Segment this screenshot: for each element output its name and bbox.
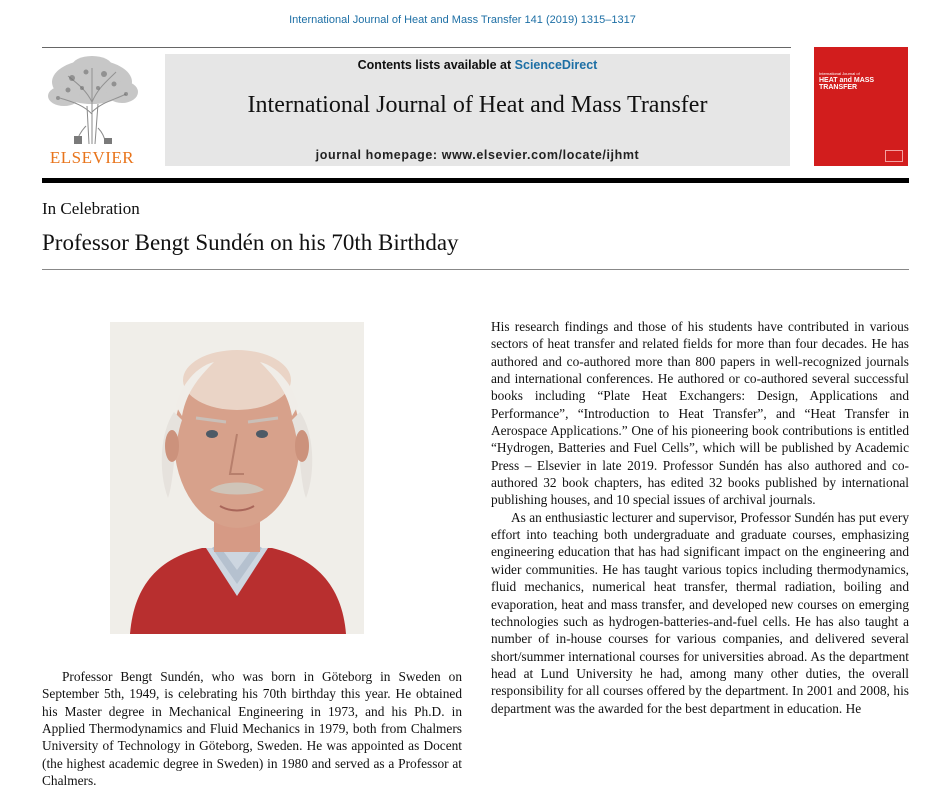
sciencedirect-link[interactable]: ScienceDirect xyxy=(514,58,598,72)
cover-title-line2: TRANSFER xyxy=(819,84,858,91)
contents-prefix: Contents lists available at xyxy=(357,58,512,72)
elsevier-tree-icon xyxy=(42,54,142,146)
left-column-text xyxy=(42,668,462,789)
journal-homepage-link[interactable]: journal homepage: www.elsevier.com/locate/ijhmt xyxy=(315,148,640,162)
cover-title-line1: HEAT and MASS xyxy=(819,77,875,84)
article-section-label: In Celebration xyxy=(42,199,140,218)
title-rule xyxy=(42,269,909,270)
right-column-text xyxy=(491,318,909,717)
elsevier-logo xyxy=(42,54,142,170)
journal-banner xyxy=(165,54,790,166)
journal-citation[interactable]: International Journal of Heat and Mass Transfer 141 (2019) 1315–1317 xyxy=(289,14,636,26)
portrait-image xyxy=(110,322,364,634)
cover-publisher-mark xyxy=(885,150,903,162)
header-thick-rule xyxy=(42,178,909,183)
paragraph: His research findings and those of his students have contributed in various sectors of heat transfer and related fields for more than four decades. He has authored and co-authored more than 800 papers in well-recognized journals and international conferences. He authored or co-authored several successful books including “Plate Heat Exchangers: Design, Applications and Performance”, “Introduction to Heat Transfer”, and “Heat Transfer in Aerospace Applications.” One of his pioneering book contributions is entitled “Hydrogen, Batteries and Fuel Cells”, which will be published by Academic Press – Elsevier in late 2019. Professor Sundén has also authored and co-authored 32 book chapters, has edited 32 books published by international publishing houses, and 10 special issues of archival journals. xyxy=(491,319,909,508)
paragraph: As an enthusiastic lecturer and supervisor, Professor Sundén has put every effort into teaching both undergraduate and graduate courses, emphasizing engineering education that has had significant impact on the engineering and wider communities. He has taught various topics including thermodynamics, fluid mechanics, numerical heat transfer, thermal radiation, boiling and evaporation, heat and mass transfer, and developed new courses on emerging technologies such as hydrogen-batteries-and-fuel cells. He has also taught a number of in-house courses for various companies, and delivered several short/summer international courses for universities abroad. As the department head at Lund University he had, among many other duties, the overall responsibility for all courses offered by the department. In 2001 and 2008, his department was the awarded for the best department in education. He xyxy=(491,509,909,716)
paragraph: Professor Bengt Sundén, who was born in Göteborg in Sweden on September 5th, 1949, is celebrating his 70th birthday this year. He obtained his Master degree in Mechanical Engineering in 1973, and his Ph.D. in Applied Thermodynamics and Fluid Mechanics in 1979, both from Chalmers University of Technology in Göteborg, Sweden. He was appointed as Docent (the highest academic degree in Sweden) in 1980 and served as a Professor at Chalmers. xyxy=(42,669,462,789)
journal-title: International Journal of Heat and Mass Transfer xyxy=(247,92,708,118)
portrait-photo xyxy=(110,322,364,634)
contents-line xyxy=(165,58,790,72)
article-title: Professor Bengt Sundén on his 70th Birthday xyxy=(42,230,459,255)
elsevier-wordmark: ELSEVIER xyxy=(49,148,135,167)
header-top-rule xyxy=(42,47,791,48)
cover-small-text: International Journal of xyxy=(819,71,860,76)
journal-cover-thumbnail[interactable] xyxy=(814,47,908,166)
